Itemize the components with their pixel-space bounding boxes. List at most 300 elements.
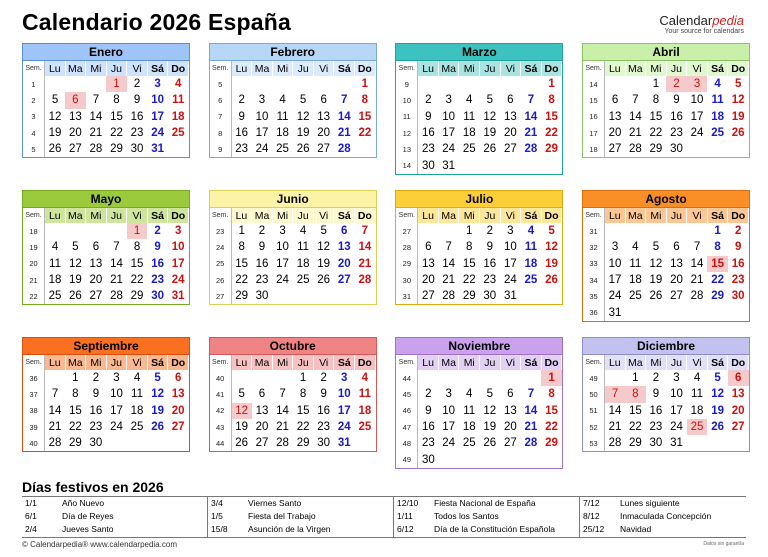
day-cell[interactable]: 21 (358, 257, 372, 270)
day-cell[interactable]: 17 (503, 257, 517, 270)
day-cell[interactable]: 20 (503, 127, 517, 140)
day-cell[interactable]: 24 (110, 421, 123, 434)
day-cell[interactable]: 21 (690, 274, 704, 287)
day-cell[interactable]: 30 (421, 453, 435, 466)
day-cell[interactable]: 28 (358, 274, 372, 287)
day-cell[interactable]: 22 (628, 421, 642, 434)
day-cell[interactable]: 30 (421, 159, 435, 172)
day-cell[interactable]: 14 (337, 110, 351, 123)
day-cell[interactable]: 29 (711, 290, 724, 303)
day-cell[interactable]: 16 (89, 404, 103, 417)
day-cell[interactable]: 5 (299, 94, 307, 107)
day-cell[interactable]: 4 (299, 225, 307, 238)
day-cell[interactable]: 6 (507, 94, 514, 107)
day-cell[interactable]: 18 (690, 404, 704, 417)
day-cell[interactable]: 26 (235, 437, 249, 450)
day-cell[interactable]: 12 (48, 110, 62, 123)
day-cell[interactable]: 10 (255, 110, 269, 123)
day-cell[interactable]: 9 (425, 404, 432, 417)
day-cell[interactable]: 27 (670, 290, 683, 303)
day-cell[interactable]: 29 (545, 437, 558, 450)
day-cell[interactable]: 4 (527, 225, 535, 238)
day-cell[interactable]: 23 (649, 421, 663, 434)
day-cell[interactable]: 11 (358, 388, 371, 401)
day-cell[interactable]: 30 (483, 290, 497, 303)
day-cell[interactable]: 30 (255, 290, 269, 303)
day-cell[interactable]: 26 (48, 143, 62, 156)
day-cell[interactable]: 30 (731, 290, 745, 303)
day-cell[interactable]: 11 (463, 404, 476, 417)
day-cell[interactable]: 7 (51, 388, 59, 401)
day-cell[interactable]: 8 (548, 388, 555, 401)
day-cell[interactable]: 29 (110, 143, 123, 156)
day-cell[interactable]: 20 (171, 404, 185, 417)
day-cell[interactable]: 3 (507, 225, 514, 238)
day-cell[interactable]: 28 (48, 437, 62, 450)
brand-logo[interactable] (659, 14, 744, 35)
day-cell[interactable]: 20 (337, 257, 351, 270)
day-cell[interactable]: 24 (151, 127, 164, 140)
day-cell[interactable]: 22 (130, 274, 144, 287)
day-cell[interactable]: 23 (670, 127, 683, 140)
day-cell[interactable]: 4 (466, 388, 473, 401)
day-cell[interactable]: 18 (296, 257, 310, 270)
day-cell[interactable]: 9 (154, 241, 161, 254)
day-cell[interactable]: 17 (255, 127, 269, 140)
day-cell[interactable]: 23 (151, 274, 164, 287)
day-cell[interactable]: 4 (174, 78, 182, 91)
day-cell[interactable]: 24 (255, 143, 269, 156)
day-cell[interactable]: 29 (68, 437, 82, 450)
day-cell[interactable]: 22 (711, 274, 724, 287)
day-cell[interactable]: 3 (673, 372, 680, 385)
day-cell[interactable]: 30 (130, 143, 144, 156)
day-cell[interactable]: 8 (625, 386, 646, 402)
day-cell[interactable]: 29 (296, 437, 310, 450)
day-cell[interactable]: 2 (320, 372, 327, 385)
day-cell[interactable]: 25 (358, 421, 372, 434)
day-cell[interactable]: 7 (693, 241, 701, 254)
day-cell[interactable]: 18 (628, 274, 642, 287)
day-cell[interactable]: 23 (89, 421, 103, 434)
day-cell[interactable]: 22 (358, 127, 372, 140)
day-cell[interactable]: 13 (608, 110, 622, 123)
day-cell[interactable]: 5 (72, 241, 79, 254)
day-cell[interactable]: 23 (255, 274, 269, 287)
day-cell[interactable]: 30 (89, 437, 103, 450)
day-cell[interactable]: 23 (731, 274, 745, 287)
day-cell[interactable]: 11 (711, 94, 724, 107)
day-cell[interactable]: 18 (711, 110, 724, 123)
day-cell[interactable]: 19 (48, 127, 62, 140)
day-cell[interactable]: 16 (151, 257, 164, 270)
day-cell[interactable]: 25 (462, 437, 476, 450)
day-cell[interactable]: 16 (649, 404, 663, 417)
day-cell[interactable]: 4 (279, 94, 286, 107)
day-cell[interactable]: 22 (110, 127, 123, 140)
day-cell[interactable]: 26 (68, 290, 82, 303)
day-cell[interactable]: 13 (670, 257, 683, 270)
day-cell[interactable]: 21 (110, 274, 123, 287)
day-cell[interactable]: 20 (255, 421, 269, 434)
day-cell[interactable]: 22 (649, 127, 663, 140)
day-cell[interactable]: 18 (48, 274, 62, 287)
day-cell[interactable]: 1 (548, 78, 555, 91)
day-cell[interactable]: 14 (608, 404, 622, 417)
day-cell[interactable]: 10 (442, 110, 456, 123)
day-cell[interactable]: 22 (235, 274, 249, 287)
day-cell[interactable]: 4 (466, 94, 473, 107)
day-cell[interactable]: 21 (628, 127, 642, 140)
day-cell[interactable]: 28 (524, 437, 538, 450)
day-cell[interactable]: 11 (276, 110, 289, 123)
day-cell[interactable]: 17 (151, 110, 164, 123)
day-cell[interactable]: 8 (299, 388, 307, 401)
day-cell[interactable]: 15 (649, 110, 663, 123)
day-cell[interactable]: 18 (524, 257, 538, 270)
day-cell[interactable]: 1 (361, 78, 369, 91)
day-cell[interactable]: 28 (442, 290, 456, 303)
day-cell[interactable]: 6 (65, 92, 86, 108)
day-cell[interactable]: 25 (524, 274, 538, 287)
day-cell[interactable]: 14 (524, 404, 538, 417)
day-cell[interactable]: 30 (317, 437, 331, 450)
day-cell[interactable]: 26 (317, 274, 331, 287)
day-cell[interactable]: 3 (154, 78, 161, 91)
day-cell[interactable]: 13 (68, 110, 82, 123)
day-cell[interactable]: 12 (711, 388, 724, 401)
day-cell[interactable]: 16 (670, 110, 683, 123)
day-cell[interactable]: 31 (608, 306, 622, 319)
day-cell[interactable]: 31 (171, 290, 185, 303)
day-cell[interactable]: 26 (151, 421, 164, 434)
day-cell[interactable]: 17 (276, 257, 289, 270)
day-cell[interactable]: 21 (442, 274, 456, 287)
day-cell[interactable]: 2 (425, 388, 432, 401)
day-cell[interactable]: 11 (131, 388, 143, 401)
day-cell[interactable]: 7 (361, 225, 369, 238)
day-cell[interactable]: 5 (486, 388, 493, 401)
day-cell[interactable]: 2 (238, 94, 245, 107)
day-cell[interactable]: 1 (632, 372, 639, 385)
day-cell[interactable]: 13 (317, 110, 331, 123)
day-cell[interactable]: 2 (133, 78, 141, 91)
day-cell[interactable]: 28 (276, 437, 289, 450)
day-cell[interactable]: 12 (296, 110, 310, 123)
day-cell[interactable]: 6 (92, 241, 100, 254)
day-cell[interactable]: 24 (442, 143, 456, 156)
day-cell[interactable]: 17 (608, 274, 622, 287)
day-cell[interactable]: 22 (296, 421, 310, 434)
day-cell[interactable]: 29 (462, 290, 476, 303)
day-cell[interactable]: 7 (632, 94, 639, 107)
day-cell[interactable]: 25 (171, 127, 185, 140)
day-cell[interactable]: 24 (337, 421, 351, 434)
day-cell[interactable]: 12 (231, 403, 252, 419)
day-cell[interactable]: 2 (425, 94, 432, 107)
day-cell[interactable]: 16 (255, 257, 269, 270)
day-cell[interactable]: 27 (317, 143, 331, 156)
day-cell[interactable]: 17 (337, 404, 351, 417)
day-cell[interactable]: 21 (608, 421, 622, 434)
day-cell[interactable]: 10 (442, 404, 456, 417)
day-cell[interactable]: 19 (545, 257, 558, 270)
day-cell[interactable]: 22 (545, 421, 558, 434)
day-cell[interactable]: 20 (670, 274, 683, 287)
day-cell[interactable]: 10 (670, 388, 683, 401)
day-cell[interactable]: 14 (89, 110, 103, 123)
day-cell[interactable]: 19 (483, 421, 497, 434)
day-cell[interactable]: 13 (503, 110, 517, 123)
day-cell[interactable]: 12 (151, 388, 164, 401)
day-cell[interactable]: 10 (110, 388, 123, 401)
day-cell[interactable]: 14 (524, 110, 538, 123)
day-cell[interactable]: 21 (524, 127, 538, 140)
day-cell[interactable]: 15 (545, 110, 558, 123)
day-cell[interactable]: 27 (255, 437, 269, 450)
day-cell[interactable]: 5 (154, 372, 161, 385)
day-cell[interactable]: 7 (527, 388, 535, 401)
day-cell[interactable]: 25 (130, 421, 144, 434)
day-cell[interactable]: 4 (693, 372, 701, 385)
day-cell[interactable]: 31 (503, 290, 517, 303)
day-cell[interactable]: 31 (670, 437, 683, 450)
day-cell[interactable]: 17 (670, 404, 683, 417)
day-cell[interactable]: 26 (483, 143, 497, 156)
day-cell[interactable]: 26 (296, 143, 310, 156)
day-cell[interactable]: 13 (731, 388, 745, 401)
day-cell[interactable]: 1 (238, 225, 245, 238)
day-cell[interactable]: 20 (317, 127, 331, 140)
day-cell[interactable]: 16 (421, 127, 435, 140)
day-cell[interactable]: 8 (361, 94, 369, 107)
day-cell[interactable]: 27 (68, 143, 82, 156)
day-cell[interactable]: 8 (133, 241, 141, 254)
day-cell[interactable]: 14 (358, 241, 372, 254)
day-cell[interactable]: 21 (276, 421, 289, 434)
day-cell[interactable]: 10 (608, 257, 622, 270)
day-cell[interactable]: 7 (341, 94, 348, 107)
day-cell[interactable]: 23 (421, 143, 435, 156)
day-cell[interactable]: 31 (151, 143, 164, 156)
day-cell[interactable]: 21 (48, 421, 62, 434)
day-cell[interactable]: 6 (341, 225, 348, 238)
day-cell[interactable]: 5 (652, 241, 660, 254)
day-cell[interactable]: 5 (238, 388, 245, 401)
day-cell[interactable]: 29 (130, 290, 144, 303)
day-cell[interactable]: 4 (632, 241, 639, 254)
day-cell[interactable]: 16 (317, 404, 331, 417)
day-cell[interactable]: 26 (545, 274, 558, 287)
day-cell[interactable]: 8 (72, 388, 79, 401)
day-cell[interactable]: 17 (171, 257, 185, 270)
day-cell[interactable]: 3 (341, 372, 348, 385)
day-cell[interactable]: 7 (605, 386, 626, 402)
day-cell[interactable]: 19 (483, 127, 497, 140)
day-cell[interactable]: 16 (130, 110, 144, 123)
day-cell[interactable]: 28 (337, 143, 351, 156)
day-cell[interactable]: 3 (445, 388, 452, 401)
day-cell[interactable]: 25 (462, 143, 476, 156)
day-cell[interactable]: 24 (690, 127, 704, 140)
day-cell[interactable]: 4 (361, 372, 369, 385)
day-cell[interactable]: 12 (483, 110, 497, 123)
day-cell[interactable]: 15 (462, 257, 476, 270)
day-cell[interactable]: 30 (670, 143, 683, 156)
day-cell[interactable]: 6 (320, 94, 327, 107)
day-cell[interactable]: 9 (92, 388, 100, 401)
day-cell[interactable]: 25 (276, 143, 289, 156)
day-cell[interactable]: 2 (666, 76, 687, 92)
day-cell[interactable]: 30 (649, 437, 663, 450)
day-cell[interactable]: 23 (130, 127, 144, 140)
day-cell[interactable]: 16 (235, 127, 249, 140)
day-cell[interactable]: 5 (548, 225, 555, 238)
day-cell[interactable]: 31 (442, 159, 456, 172)
day-cell[interactable]: 6 (673, 241, 680, 254)
day-cell[interactable]: 6 (611, 94, 619, 107)
day-cell[interactable]: 6 (728, 370, 749, 386)
day-cell[interactable]: 29 (235, 290, 249, 303)
day-cell[interactable]: 14 (276, 404, 289, 417)
day-cell[interactable]: 3 (445, 94, 452, 107)
day-cell[interactable]: 14 (110, 257, 123, 270)
day-cell[interactable]: 25 (687, 419, 708, 435)
day-cell[interactable]: 14 (48, 404, 62, 417)
day-cell[interactable]: 9 (486, 241, 493, 254)
day-cell[interactable]: 2 (734, 225, 742, 238)
day-cell[interactable]: 13 (421, 257, 435, 270)
day-cell[interactable]: 2 (652, 372, 660, 385)
day-cell[interactable]: 11 (691, 388, 703, 401)
day-cell[interactable]: 9 (673, 94, 680, 107)
day-cell[interactable]: 19 (711, 404, 724, 417)
day-cell[interactable]: 26 (483, 437, 497, 450)
day-cell[interactable]: 24 (171, 274, 185, 287)
day-cell[interactable]: 27 (731, 421, 745, 434)
day-cell[interactable]: 1 (299, 372, 307, 385)
day-cell[interactable]: 22 (545, 127, 558, 140)
day-cell[interactable]: 13 (89, 257, 103, 270)
day-cell[interactable]: 6 (425, 241, 432, 254)
day-cell[interactable]: 5 (486, 94, 493, 107)
day-cell[interactable]: 20 (421, 274, 435, 287)
day-cell[interactable]: 19 (731, 110, 745, 123)
day-cell[interactable]: 8 (238, 241, 245, 254)
day-cell[interactable]: 11 (297, 241, 310, 254)
day-cell[interactable]: 10 (337, 388, 351, 401)
day-cell[interactable]: 18 (462, 127, 476, 140)
day-cell[interactable]: 29 (649, 143, 663, 156)
day-cell[interactable]: 20 (503, 421, 517, 434)
day-cell[interactable]: 1 (541, 370, 562, 386)
day-cell[interactable]: 13 (503, 404, 517, 417)
day-cell[interactable]: 19 (296, 127, 310, 140)
day-cell[interactable]: 13 (255, 404, 269, 417)
day-cell[interactable]: 10 (690, 94, 704, 107)
day-cell[interactable]: 3 (279, 225, 286, 238)
day-cell[interactable]: 30 (151, 290, 164, 303)
day-cell[interactable]: 1 (72, 372, 79, 385)
day-cell[interactable]: 19 (68, 274, 82, 287)
day-cell[interactable]: 25 (48, 290, 62, 303)
day-cell[interactable]: 27 (421, 290, 435, 303)
day-cell[interactable]: 9 (133, 94, 141, 107)
day-cell[interactable]: 1 (714, 225, 721, 238)
day-cell[interactable]: 8 (714, 241, 721, 254)
day-cell[interactable]: 28 (690, 290, 704, 303)
day-cell[interactable]: 17 (690, 110, 704, 123)
day-cell[interactable]: 1 (106, 76, 127, 92)
day-cell[interactable]: 9 (734, 241, 742, 254)
day-cell[interactable]: 20 (89, 274, 103, 287)
day-cell[interactable]: 15 (628, 404, 642, 417)
day-cell[interactable]: 31 (337, 437, 351, 450)
day-cell[interactable]: 27 (337, 274, 351, 287)
day-cell[interactable]: 29 (545, 143, 558, 156)
day-cell[interactable]: 23 (483, 274, 497, 287)
day-cell[interactable]: 18 (276, 127, 289, 140)
day-cell[interactable]: 5 (714, 372, 721, 385)
day-cell[interactable]: 3 (611, 241, 619, 254)
day-cell[interactable]: 3 (113, 372, 120, 385)
day-cell[interactable]: 12 (731, 94, 745, 107)
day-cell[interactable]: 3 (258, 94, 266, 107)
day-cell[interactable]: 24 (503, 274, 517, 287)
day-cell[interactable]: 7 (445, 241, 452, 254)
day-cell[interactable]: 11 (629, 257, 642, 270)
day-cell[interactable]: 15 (296, 404, 310, 417)
day-cell[interactable]: 28 (628, 143, 642, 156)
day-cell[interactable]: 1 (652, 78, 660, 91)
day-cell[interactable]: 28 (524, 143, 538, 156)
day-cell[interactable]: 18 (358, 404, 372, 417)
day-cell[interactable]: 27 (171, 421, 185, 434)
day-cell[interactable]: 8 (466, 241, 473, 254)
day-cell[interactable]: 8 (652, 94, 660, 107)
day-cell[interactable]: 24 (442, 437, 456, 450)
day-cell[interactable]: 5 (51, 94, 59, 107)
day-cell[interactable]: 6 (507, 388, 514, 401)
day-cell[interactable]: 11 (49, 257, 61, 270)
day-cell[interactable]: 16 (483, 257, 497, 270)
day-cell[interactable]: 24 (276, 274, 289, 287)
day-cell[interactable]: 18 (171, 110, 185, 123)
day-cell[interactable]: 24 (608, 290, 622, 303)
day-cell[interactable]: 15 (358, 110, 372, 123)
day-cell[interactable]: 18 (462, 421, 476, 434)
day-cell[interactable]: 8 (113, 94, 120, 107)
day-cell[interactable]: 27 (89, 290, 103, 303)
day-cell[interactable]: 11 (463, 110, 476, 123)
day-cell[interactable]: 10 (151, 94, 164, 107)
day-cell[interactable]: 7 (279, 388, 286, 401)
day-cell[interactable]: 6 (174, 372, 182, 385)
day-cell[interactable]: 7 (527, 94, 535, 107)
day-cell[interactable]: 28 (110, 290, 123, 303)
day-cell[interactable]: 22 (462, 274, 476, 287)
day-cell[interactable]: 29 (628, 437, 642, 450)
day-cell[interactable]: 26 (731, 127, 745, 140)
day-cell[interactable]: 20 (608, 127, 622, 140)
day-cell[interactable]: 4 (714, 78, 721, 91)
day-cell[interactable]: 14 (690, 257, 704, 270)
day-cell[interactable]: 5 (734, 78, 742, 91)
day-cell[interactable]: 26 (711, 421, 724, 434)
day-cell[interactable]: 10 (276, 241, 289, 254)
day-cell[interactable]: 25 (711, 127, 724, 140)
day-cell[interactable]: 11 (172, 94, 185, 107)
